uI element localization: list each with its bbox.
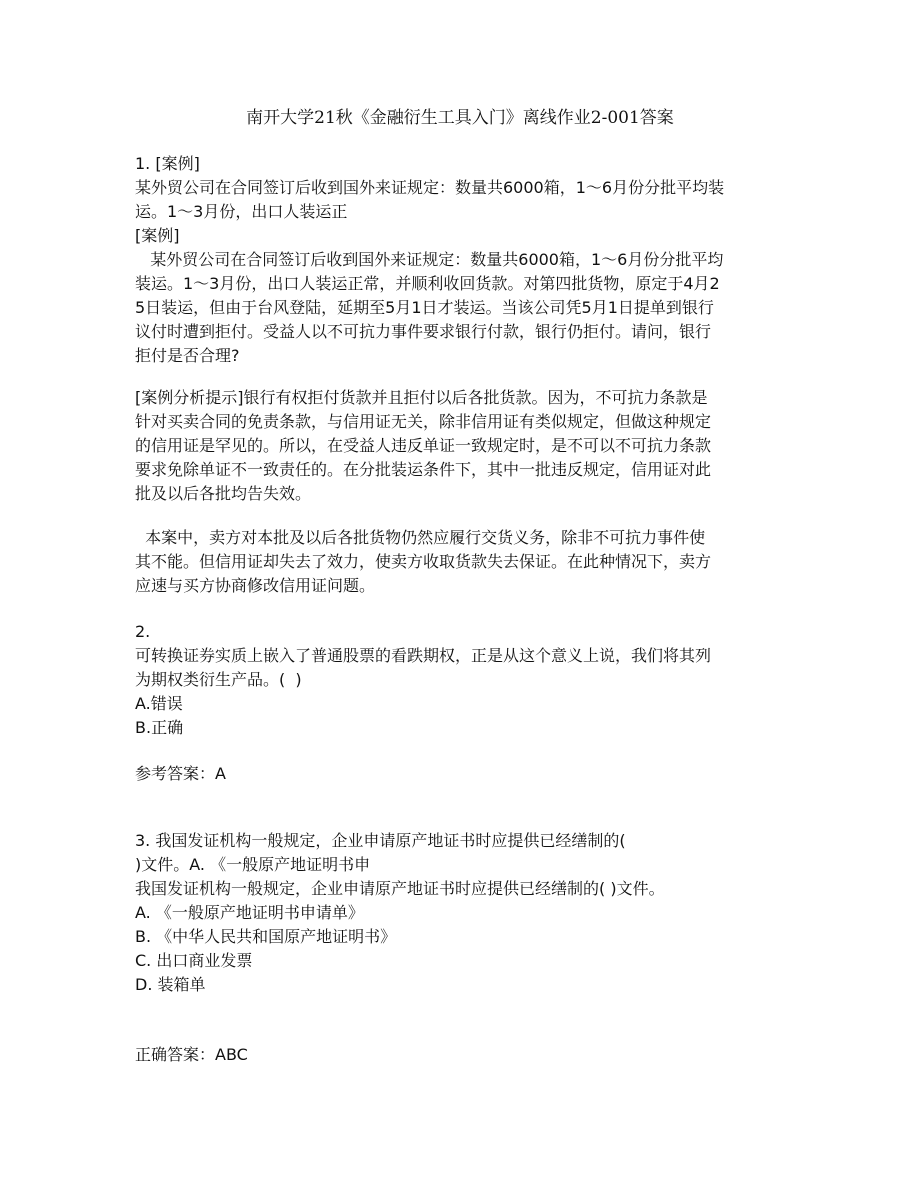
q3-stem-line: )文件。A. 《一般原产地证明书申	[135, 855, 371, 874]
q2-stem-line: 可转换证券实质上嵌入了普通股票的看跌期权，正是从这个意义上说，我们将其列	[135, 646, 712, 665]
document-title: 南开大学21秋《金融衍生工具入门》离线作业2-001答案	[246, 108, 674, 128]
q1-case-line: 议付时遭到拒付。受益人以不可抗力事件要求银行付款，银行仍拒付。请问，银行	[135, 322, 712, 341]
q3-stem-line: 我国发证机构一般规定，企业申请原产地证书时应提供已经缮制的( )文件。	[135, 879, 665, 898]
q3-option-a: A. 《一般原产地证明书申请单》	[135, 903, 364, 922]
q1-case-label: [案例]	[135, 226, 180, 245]
q1-analysis-line: [案例分析提示]银行有权拒付货款并且拒付以后各批货款。因为，不可抗力条款是	[135, 388, 708, 407]
q3-option-b: B. 《中华人民共和国原产地证明书》	[135, 927, 397, 946]
q1-number-label: 1. [案例]	[135, 154, 200, 173]
q1-analysis-line: 要求免除单证不一致责任的。在分批装运条件下，其中一批违反规定，信用证对此	[135, 460, 712, 479]
q2-option-b: B.正确	[135, 718, 184, 737]
q1-stem-line: 运。1～3月份，出口人装运正	[135, 202, 348, 221]
q1-stem-line: 某外贸公司在合同签订后收到国外来证规定：数量共6000箱，1～6月份分批平均装	[135, 178, 725, 197]
q1-case-line: 5日装运，但由于台风登陆，延期至5月1日才装运。当该公司凭5月1日提单到银行	[135, 298, 714, 317]
q3-option-d: D. 装箱单	[135, 975, 206, 994]
q1-case-line: 装运。1～3月份，出口人装运正常，并顺利收回货款。对第四批货物，原定于4月2	[135, 274, 720, 293]
q1-conclusion-line: 其不能。但信用证却失去了效力，使卖方收取货款失去保证。在此种情况下，卖方	[135, 552, 712, 571]
q2-option-a: A.错误	[135, 694, 183, 713]
q3-option-c: C. 出口商业发票	[135, 951, 253, 970]
q2-number-label: 2.	[135, 622, 151, 641]
q1-analysis-line: 针对买卖合同的免责条款，与信用证无关，除非信用证有类似规定，但做这种规定	[135, 412, 712, 431]
q1-conclusion-line: 应速与买方协商修改信用证问题。	[135, 576, 376, 595]
q2-answer: 参考答案：A	[135, 764, 226, 783]
q2-stem-line: 为期权类衍生产品。( )	[135, 670, 302, 689]
q1-analysis-line: 批及以后各批均告失效。	[135, 484, 312, 503]
q1-case-line: 某外贸公司在合同签订后收到国外来证规定：数量共6000箱，1～6月份分批平均	[135, 250, 724, 269]
q1-case-line: 拒付是否合理?	[135, 346, 240, 365]
q1-analysis-line: 的信用证是罕见的。所以，在受益人违反单证一致规定时，是不可以不可抗力条款	[135, 436, 712, 455]
q1-conclusion-line: 本案中，卖方对本批及以后各批货物仍然应履行交货义务，除非不可抗力事件使	[135, 528, 706, 547]
q3-answer: 正确答案：ABC	[135, 1045, 248, 1064]
q3-stem-line: 3. 我国发证机构一般规定，企业申请原产地证书时应提供已经缮制的(	[135, 831, 626, 850]
